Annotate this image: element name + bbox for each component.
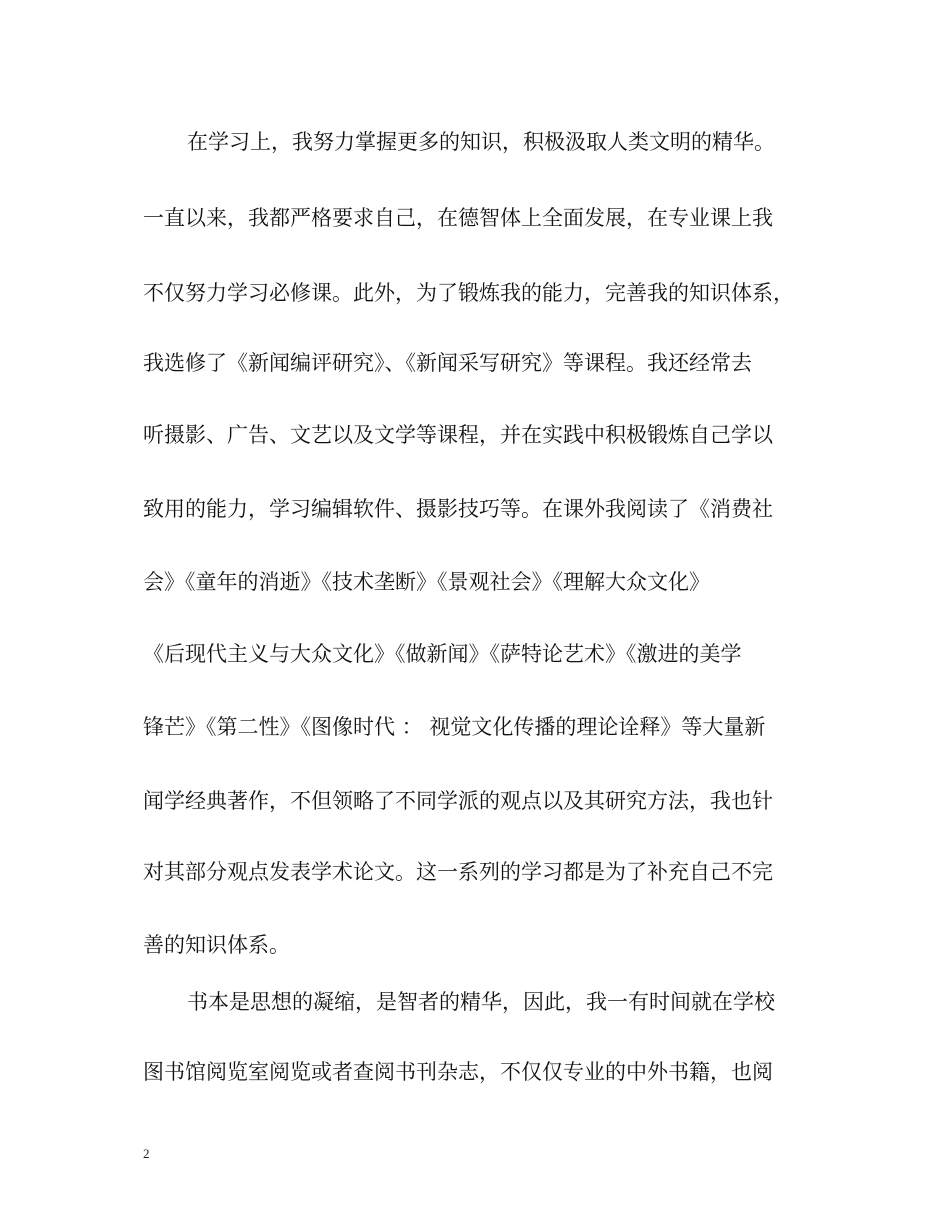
paragraph-line: 善的知识体系。 [143,933,290,957]
paragraph-line: 在学习上，我努力掌握更多的知识，积极汲取人类文明的精华。 [187,130,775,154]
paragraph-line: 一直以来，我都严格要求自己，在德智体上全面发展，在专业课上我 [143,206,773,230]
paragraph-line: 听摄影、广告、文艺以及文学等课程，并在实践中积极锻炼自己学以 [143,423,773,447]
paragraph-line: 书本是思想的凝缩，是智者的精华，因此，我一有时间就在学校 [187,990,775,1014]
paragraph-line: 图书馆阅览室阅览或者查阅书刊杂志，不仅仅专业的中外书籍，也阅 [143,1060,773,1084]
paragraph-line: 会》《童年的消逝》《技术垄断》《景观社会》《理解大众文化》 [143,570,710,594]
paragraph-line: 对其部分观点发表学术论文。这一系列的学习都是为了补充自己不完 [143,860,773,884]
paragraph-line: 锋芒》《第二性》《图像时代 ： 视觉文化传播的理论诠释》等大量新 [143,715,766,739]
paragraph-line: 不仅努力学习必修课。此外，为了锻炼我的能力，完善我的知识体系， [143,281,794,305]
paragraph-line: 《后现代主义与大众文化》《做新闻》《萨特论艺术》《激进的美学 [143,642,742,666]
paragraph-line: 闻学经典著作，不但领略了不同学派的观点以及其研究方法，我也针 [143,789,773,813]
paragraph-line: 致用的能力，学习编辑软件、摄影技巧等。在课外我阅读了《消费社 [143,497,773,521]
paragraph-line: 我选修了《新闻编评研究》、《新闻采写研究》等课程。我还经常去 [143,351,752,375]
page-number: 2 [143,1146,150,1161]
